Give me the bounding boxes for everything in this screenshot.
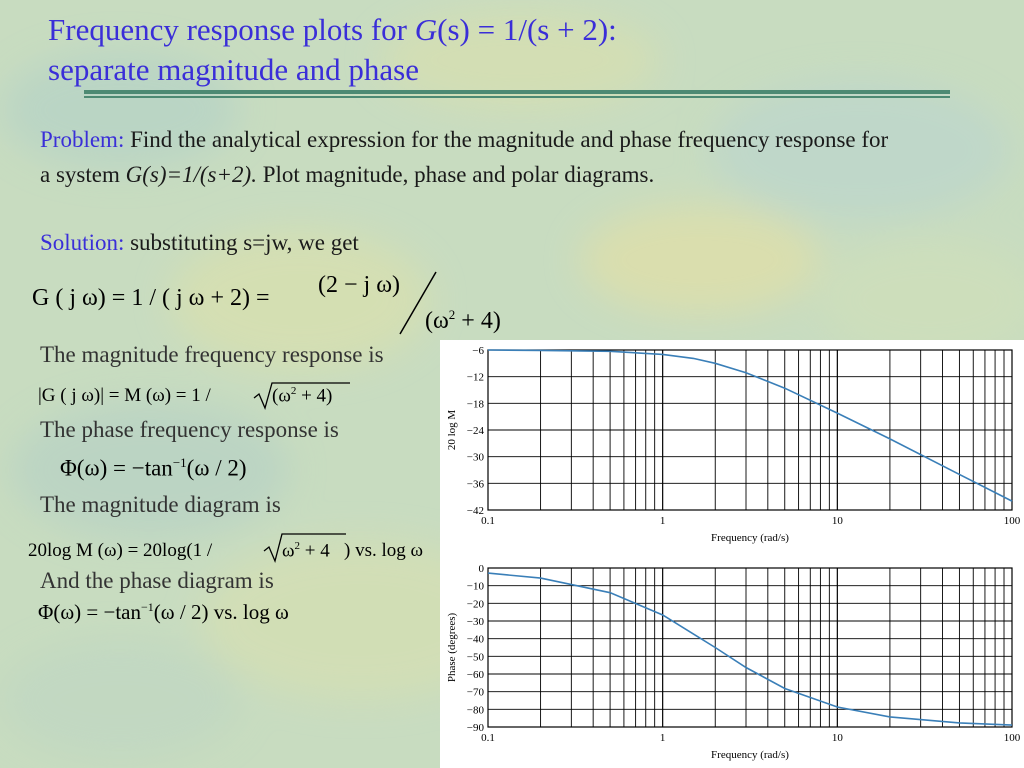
title-text-end: (s) = 1/(s + 2):	[437, 12, 617, 47]
equation-g-jw-text: G ( j ω) = 1 / ( j ω + 2) =	[32, 285, 270, 311]
phase-diagram-text: And the phase diagram is	[40, 568, 274, 593]
den-exp: 2	[448, 307, 456, 322]
diag-mag-pre: 20log M (ω) = 20log(1 /	[28, 540, 213, 561]
phase-x-tick-label: 100	[1003, 732, 1021, 744]
title-line-2: separate magnitude and phase	[48, 52, 419, 87]
phase-y-tick-label: −90	[466, 722, 484, 734]
phase-y-tick-label: −70	[466, 686, 484, 699]
magnitude-response-text: The magnitude frequency response is	[40, 342, 384, 367]
phase-y-tick-label: −50	[466, 651, 484, 664]
phase-response-line	[488, 573, 1012, 725]
magnitude-y-axis-label: 20 log M	[446, 409, 458, 451]
phase-response-text: The phase frequency response is	[40, 417, 339, 442]
magnitude-y-tick-label: −12	[466, 371, 484, 384]
solution-label: Solution:	[40, 230, 125, 255]
phase-x-axis-label: Frequency (rad/s)	[711, 749, 789, 761]
phase-y-axis-label: Phase (degrees)	[446, 612, 458, 683]
phase-y-tick-label: −60	[466, 669, 484, 681]
phase-plot-frame	[488, 568, 1012, 727]
mag-lhs: |G ( j ω)| = M (ω) = 1 /	[38, 385, 211, 406]
den-close: + 4)	[455, 308, 501, 334]
phase-y-tick-label: −10	[466, 580, 484, 593]
magnitude-x-tick-label: 100	[1003, 515, 1021, 527]
problem-system: G(s)=1/(s+2).	[125, 162, 257, 187]
mag-root-close: + 4)	[296, 385, 333, 407]
phase-y-tick-label: −20	[466, 598, 484, 611]
phase-x-tick-label: 10	[831, 732, 843, 744]
diag-root-close: + 4	[300, 540, 330, 562]
phase-post: (ω / 2)	[186, 455, 247, 481]
den-open: (ω	[425, 308, 449, 334]
diag-mag-post: ) vs. log ω	[344, 540, 424, 561]
phase-exp: −1	[172, 455, 187, 470]
magnitude-diagram-text: The magnitude diagram is	[40, 492, 281, 517]
phase-x-tick-label: 0.1	[481, 732, 495, 744]
phase-pre: Φ(ω) = −tan	[60, 455, 173, 481]
phase-y-tick-label: −30	[466, 616, 484, 628]
magnitude-y-tick-label: −24	[466, 425, 484, 437]
mag-root-open: (ω	[272, 385, 291, 407]
solution-text: substituting s=jw, we get	[124, 230, 359, 255]
magnitude-x-tick-label: 10	[831, 515, 843, 527]
phase-y-tick-label: 0	[478, 563, 484, 575]
magnitude-y-tick-label: −30	[466, 451, 484, 464]
magnitude-y-tick-label: −6	[472, 345, 484, 357]
diag-root-exp: 2	[294, 540, 301, 552]
magnitude-response-line	[488, 350, 1012, 501]
magnitude-x-axis-label: Frequency (rad/s)	[711, 532, 789, 544]
magnitude-y-tick-label: −42	[466, 505, 484, 517]
problem-text-end: Plot magnitude, phase and polar diagrams.	[256, 162, 655, 187]
phase-y-tick-label: −80	[466, 704, 484, 717]
mag-root-exp: 2	[290, 385, 297, 397]
diag-phase-exp: −1	[141, 600, 154, 614]
magnitude-x-tick-label: 1	[659, 515, 666, 527]
phase-x-tick-label: 1	[659, 732, 666, 744]
title-text: Frequency response plots for	[48, 12, 415, 47]
phase-y-tick-label: −40	[466, 633, 484, 646]
diag-phase-pre: Φ(ω) = −tan	[38, 600, 142, 624]
magnitude-x-tick-label: 0.1	[481, 515, 495, 527]
magnitude-y-tick-label: −18	[466, 398, 484, 411]
diag-phase-post: (ω / 2) vs. log ω	[153, 600, 289, 624]
magnitude-y-tick-label: −36	[466, 478, 484, 491]
title-G: G	[414, 12, 438, 47]
fraction-numerator-text: (2 − j ω)	[318, 272, 400, 298]
problem-text: Find the analytical expression for the magnitude and phase frequency response for a system	[40, 127, 889, 187]
diag-root-open: ω	[282, 540, 295, 562]
problem-label: Problem:	[40, 127, 125, 152]
